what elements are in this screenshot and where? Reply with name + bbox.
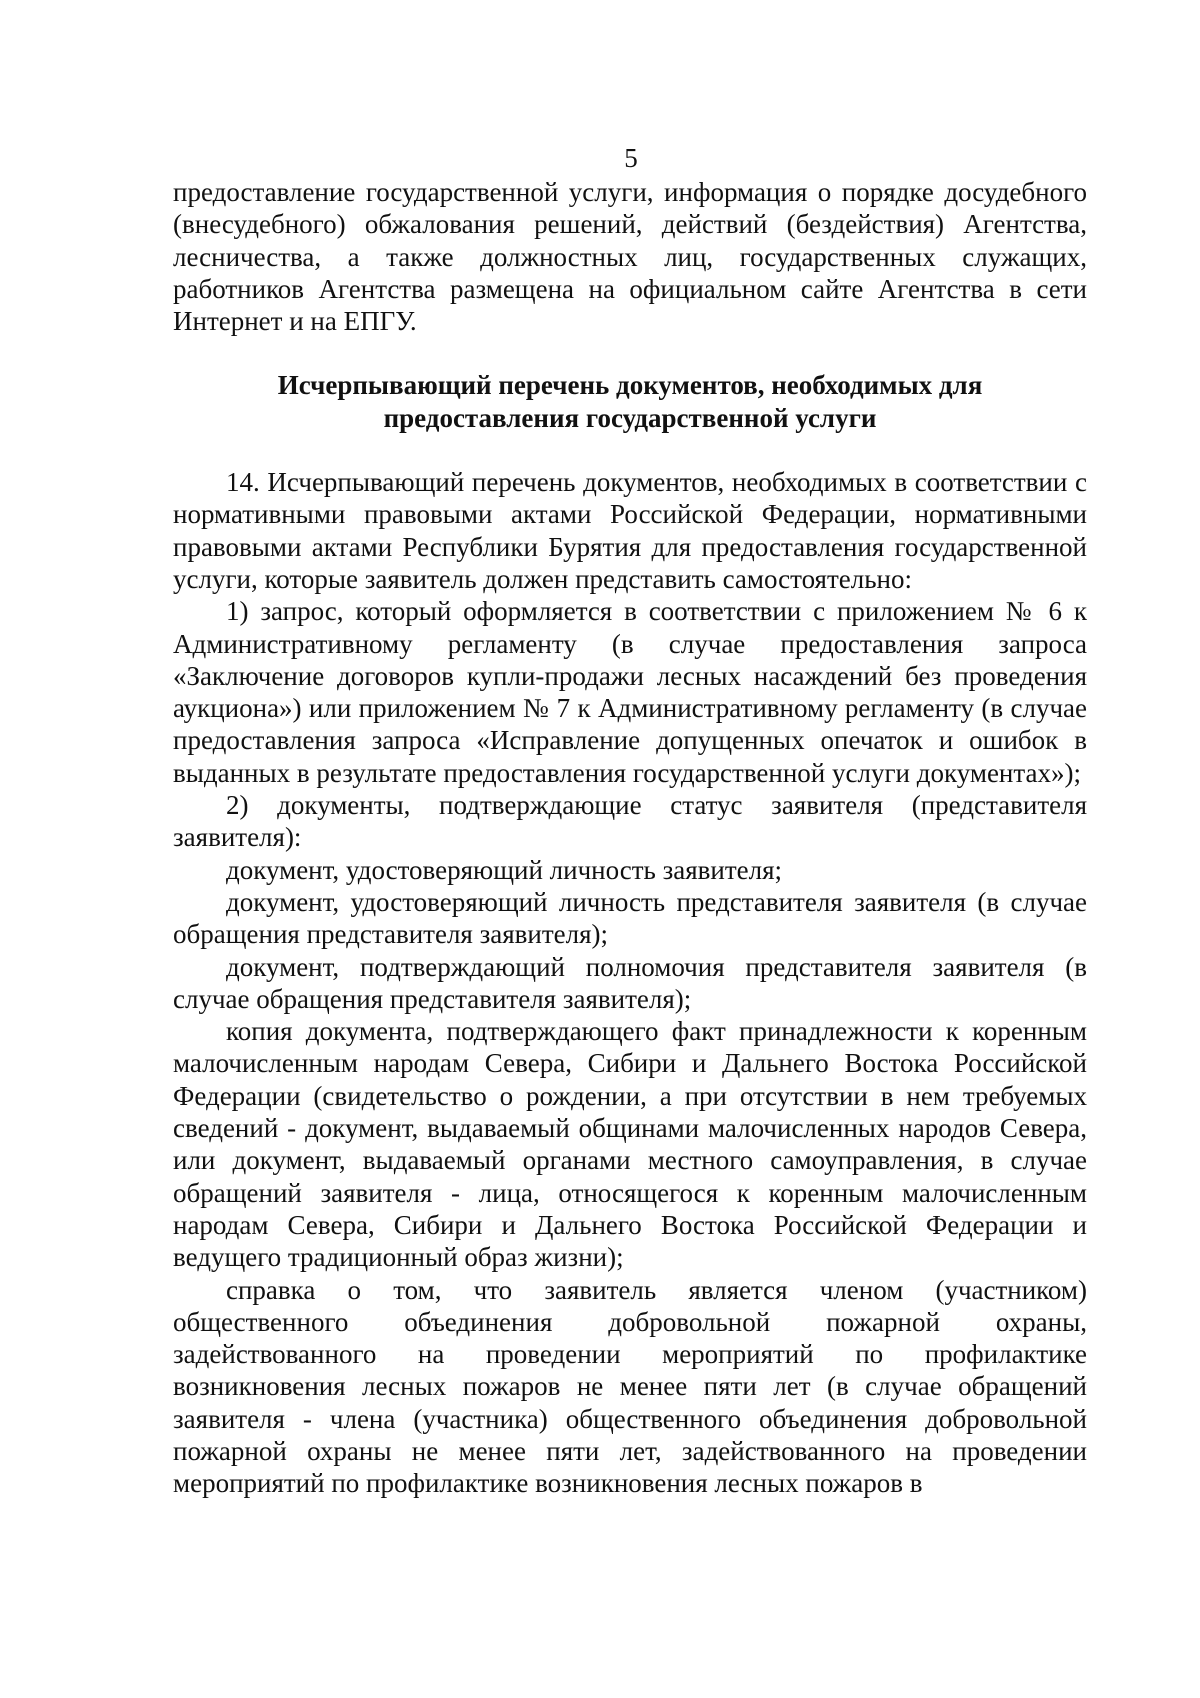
paragraph-status-documents: 2) документы, подтверждающие статус заявителя (представителя заявителя): bbox=[173, 790, 1087, 853]
section-heading-line-1: Исчерпывающий перечень документов, необходимых для bbox=[277, 370, 983, 401]
section-heading bbox=[173, 369, 1087, 434]
paragraph-request: 1) запрос, который оформляется в соответствии с приложением № 6 к Административному регламенту (в случае предоставления запроса «Заключение договоров купли-продажи лесных насаждений без проведения аукциона») или приложением № 7 к Административному регламенту (в случае предоставления запроса «Исправление допущенных опечаток и ошибок в выданных в результате предоставления государственной услуги документах»); bbox=[173, 596, 1087, 788]
section-heading-line-2: предоставления государственной услуги bbox=[383, 402, 877, 433]
paragraph-indigenous-document: копия документа, подтверждающего факт принадлежности к коренным малочисленным народам Севера, Сибири и Дальнего Востока Российской Федерации (свидетельство о рождении, а при отсутствии в нем требуемых сведений - документ, выдаваемый общинами малочисленных народов Севера, или документ, выдаваемый органами местного самоуправления, в случае обращений заявителя - лица, относящегося к коренным малочисленным народам Севера, Сибири и Дальнего Востока Российской Федерации и ведущего традиционный образ жизни); bbox=[173, 1016, 1087, 1273]
paragraph-item-14: 14. Исчерпывающий перечень документов, необходимых в соответствии с нормативными правовыми актами Российской Федерации, нормативными правовыми актами Республики Бурятия для предоставления государственной услуги, которые заявитель должен представить самостоятельно: bbox=[173, 467, 1087, 594]
paragraph-identity-document: документ, удостоверяющий личность заявителя; bbox=[226, 854, 783, 885]
document-body bbox=[173, 176, 1087, 1500]
paragraph-representative-identity: документ, удостоверяющий личность представителя заявителя (в случае обращения представителя заявителя); bbox=[173, 886, 1087, 950]
intro-paragraph: предоставление государственной услуги, информация о порядке досудебного (внесудебного) обжалования решений, действий (бездействия) Агентства, лесничества, а также должностных лиц, государственных служащих, работников Агентства размещена на официальном сайте Агентства в сети Интернет и на ЕПГУ. bbox=[173, 177, 1087, 337]
page-number: 5 bbox=[624, 143, 638, 173]
paragraph-fire-brigade-certificate: справка о том, что заявитель является членом (участником) общественного объединения добровольной пожарной охраны, задействованного на проведении мероприятий по профилактике возникновения лесных пожаров не менее пяти лет (в случае обращений заявителя - члена (участника) общественного объединения добровольной пожарной охраны не менее пяти лет, задействованного на проведении мероприятий по профилактике возникновения лесных пожаров в bbox=[173, 1274, 1087, 1499]
paragraph-representative-authority: документ, подтверждающий полномочия представителя заявителя (в случае обращения представителя заявителя); bbox=[173, 951, 1087, 1014]
